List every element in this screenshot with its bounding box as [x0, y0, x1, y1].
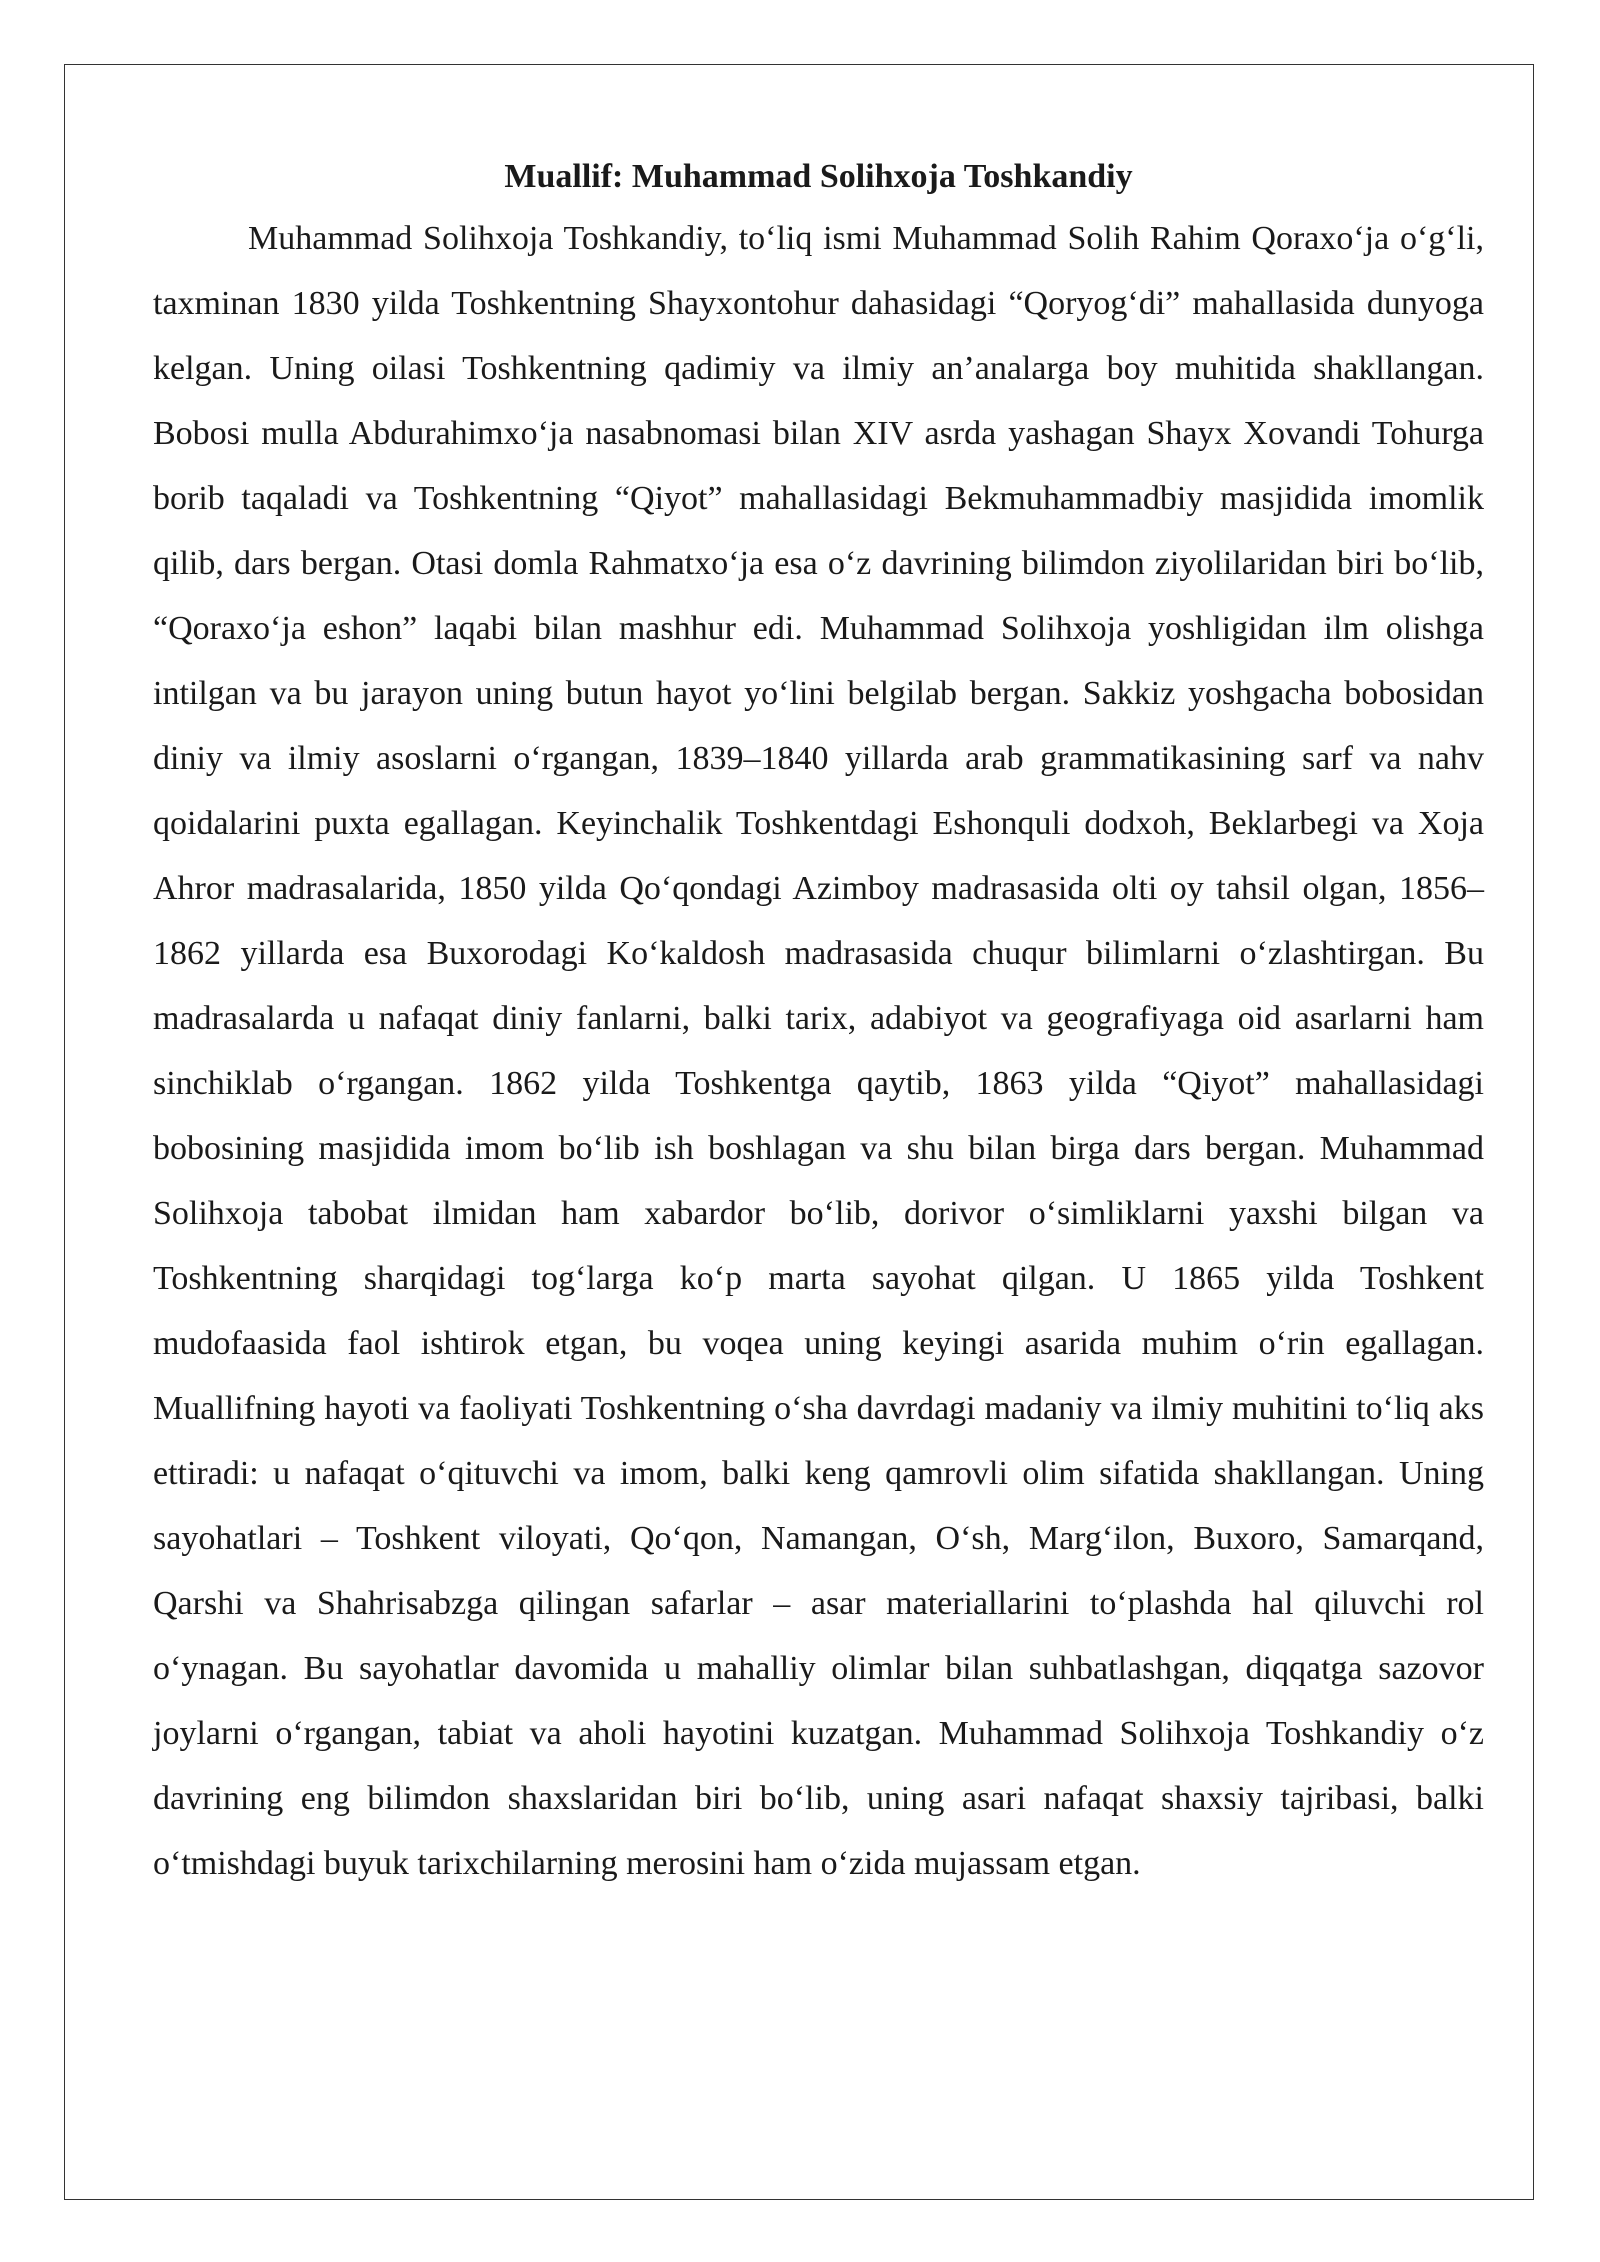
document-content	[153, 148, 1484, 1896]
document-title: Muallif: Muhammad Solihxoja Toshkandiy	[504, 158, 1133, 195]
document-paragraph: Muhammad Solihxoja Toshkandiy, to‘liq ismi Muhammad Solih Rahim Qoraxo‘ja o‘g‘li, taxminan 1830 yilda Toshkentning Shayxontohur dahasidagi “Qoryog‘di” mahallasida dunyoga kelgan. Uning oilasi Toshkentning qadimiy va ilmiy an’analarga boy muhitida shakllangan. Bobosi mulla Abdurahimxo‘ja nasabnomasi bilan XIV asrda yashagan Shayx Xovandi Tohurga borib taqaladi va Toshkentning “Qiyot” mahallasidagi Bekmuhammadbiy masjidida imomlik qilib, dars bergan. Otasi domla Rahmatxo‘ja esa o‘z davrining bilimdon ziyolilaridan biri bo‘lib, “Qoraxo‘ja eshon” laqabi bilan mashhur edi. Muhammad Solihxoja yoshligidan ilm olishga intilgan va bu jarayon uning butun hayot yo‘lini belgilab bergan. Sakkiz yoshgacha bobosidan diniy va ilmiy asoslarni o‘rgangan, 1839–1840 yillarda arab grammatikasining sarf va nahv qoidalarini puxta egallagan. Keyinchalik Toshkentdagi Eshonquli dodxoh, Beklarbegi va Xoja Ahror madrasalarida, 1850 yilda Qo‘qondagi Azimboy madrasasida olti oy tahsil olgan, 1856–1862 yillarda esa Buxorodagi Ko‘kaldosh madrasasida chuqur bilimlarni o‘zlashtirgan. Bu madrasalarda u nafaqat diniy fanlarni, balki tarix, adabiyot va geografiyaga oid asarlarni ham sinchiklab o‘rgangan. 1862 yilda Toshkentga qaytib, 1863 yilda “Qiyot” mahallasidagi bobosining masjidida imom bo‘lib ish boshlagan va shu bilan birga dars bergan. Muhammad Solihxoja tabobat ilmidan ham xabardor bo‘lib, dorivor o‘simliklarni yaxshi bilgan va Toshkentning sharqidagi tog‘larga ko‘p marta sayohat qilgan. U 1865 yilda Toshkent mudofaasida faol ishtirok etgan, bu voqea uning keyingi asarida muhim o‘rin egallagan. Muallifning hayoti va faoliyati Toshkentning o‘sha davrdagi madaniy va ilmiy muhitini to‘liq aks ettiradi: u nafaqat o‘qituvchi va imom, balki keng qamrovli olim sifatida shakllangan. Uning sayohatlari – Toshkent viloyati, Qo‘qon, Namangan, O‘sh, Marg‘ilon, Buxoro, Samarqand, Qarshi va Shahrisabzga qilingan safarlar – asar materiallarini to‘plashda hal qiluvchi rol o‘ynagan. Bu sayohatlar davomida u mahalliy olimlar bilan suhbatlashgan, diqqatga sazovor joylarni o‘rgangan, tabiat va aholi hayotini kuzatgan. Muhammad Solihxoja Toshkandiy o‘z davrining eng bilimdon shaxslaridan biri bo‘lib, uning asari nafaqat shaxsiy tajribasi, balki o‘tmishdagi buyuk tarixchilarning merosini ham o‘zida mujassam etgan.	[153, 220, 1484, 1882]
